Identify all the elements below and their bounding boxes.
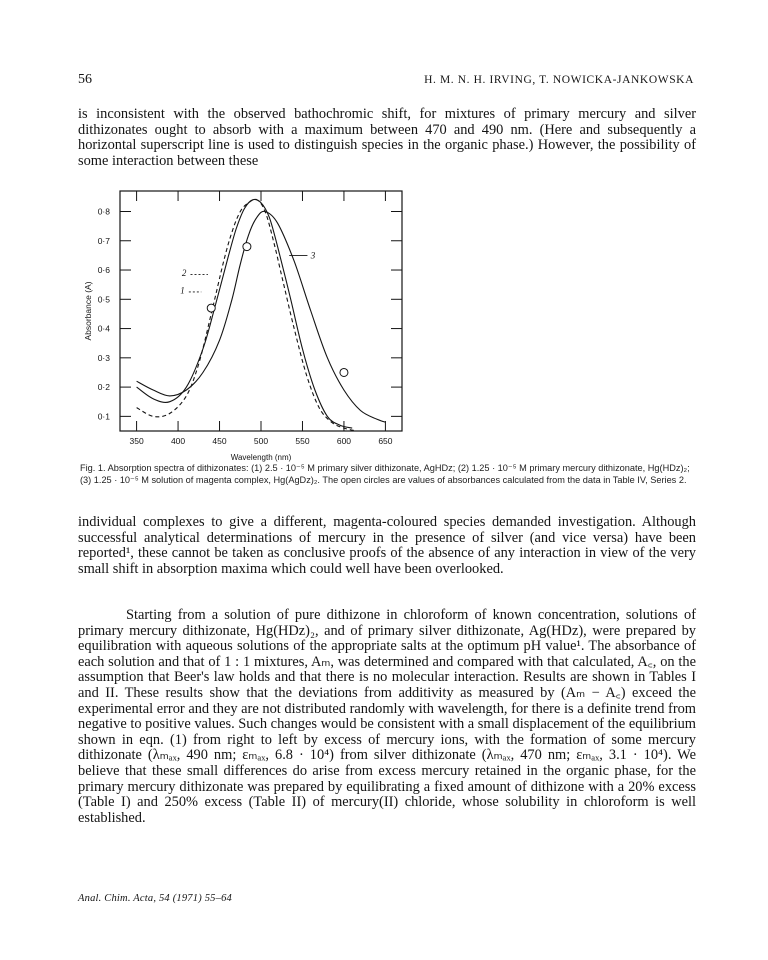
x-tick-label: 500 [253, 436, 269, 446]
x-tick-label: 550 [295, 436, 310, 446]
x-tick-label: 600 [336, 436, 352, 446]
paragraph-2: individual complexes to give a different, magenta-coloured species demanded investigation. Although successful analytical determinations of mercury in the presence of silver (and vice versa) have been reported¹, these cannot be taken as conclusive proofs of the absence of any interaction in view of the very small shift in absorption maxima which could well have been overlooked. [78, 514, 696, 577]
calculated-absorbance-point [207, 304, 215, 312]
series-label-1: 1 [180, 285, 185, 296]
y-tick-label: 0·2 [97, 382, 110, 393]
y-tick-label: 0·1 [97, 411, 110, 422]
calculated-absorbance-point [243, 243, 251, 251]
series-label-2: 2 [181, 267, 187, 278]
x-axis-label: Wavelength (nm) [230, 453, 292, 462]
y-tick-label: 0·4 [97, 323, 110, 334]
y-tick-label: 0·5 [97, 294, 110, 305]
calculated-absorbance-point [340, 368, 348, 376]
series-3-line [137, 199, 353, 428]
plot-frame [120, 191, 402, 431]
y-axis-label: Absorbance (A) [83, 281, 93, 341]
page-number: 56 [78, 72, 92, 87]
page-header [78, 72, 694, 92]
x-tick-label: 350 [129, 436, 144, 446]
x-tick-label: 400 [170, 436, 186, 446]
y-tick-label: 0·3 [97, 352, 110, 363]
x-tick-label: 650 [378, 436, 393, 446]
x-tick-label: 450 [212, 436, 227, 446]
series-1-line [137, 211, 386, 422]
absorption-spectra-chart [80, 183, 420, 463]
journal-citation: Anal. Chim. Acta, 54 (1971) 55–64 [78, 893, 232, 904]
series-label-3: 3 [310, 250, 316, 261]
paragraph-1: is inconsistent with the observed bathochromic shift, for mixtures of primary mercury and silver dithizonates ought to absorb with a maximum between 470 and 490 nm. (Here and subsequently a horizontal superscript line is used to distinguish species in the organic phase.) However, the possibility of some interaction between these [78, 106, 696, 169]
running-head: H. M. N. H. IRVING, T. NOWICKA-JANKOWSKA [424, 74, 694, 86]
paragraph-3: Starting from a solution of pure dithizone in chloroform of known concentration, solutions of primary mercury dithizonate, Hg(HDz)₂, and of primary silver dithizonate, Ag(HDz), were prepared by equilibration with aqueous solutions of the appropriate salts at the optimum pH value¹. The absorbance of each solution and that of 1 : 1 mixtures, Aₘ, was determined and compared with that calculated, A꜀, on the assumption that Beer's law holds and that there is no molecular interaction. Results are shown in Tables I and II. These results show that the deviations from additivity as measured by (Aₘ − A꜀) exceed the experimental error and they are not distributed randomly with wavelength, for there is a definite trend from negative to positive values. Such changes would be consistent with a small displacement of the equilibrium shown in eqn. (1) from right to left by excess of mercury ions, with the formation of some mercury dithizonate (λₘₐₓ, 490 nm; εₘₐₓ, 6.8 · 10⁴) from silver dithizonate (λₘₐₓ, 470 nm; εₘₐₓ, 3.1 · 10⁴). We believe that these small differences do arise from excess mercury retained in the organic phase, for the primary mercury dithizonate was prepared by equilibrating a fixed amount of dithizone with a 20% excess (Table I) and 250% excess (Table II) of mercury(II) chloride, whose solubility in chloroform is well established. [78, 607, 696, 826]
figure-caption: Fig. 1. Absorption spectra of dithizonates: (1) 2.5 · 10⁻⁵ M primary silver dithizonate, AgHDz; (2) 1.25 · 10⁻⁵ M primary mercury dithizonate, Hg(HDz)₂; (3) 1.25 · 10⁻⁵ M solution of magenta complex, Hg(AgDz)₂. The open circles are values of absorbances calculated from the data in Table IV, Series 2. [80, 463, 690, 486]
y-tick-label: 0·8 [97, 206, 110, 217]
y-tick-label: 0·6 [97, 265, 110, 276]
y-tick-label: 0·7 [97, 235, 110, 246]
